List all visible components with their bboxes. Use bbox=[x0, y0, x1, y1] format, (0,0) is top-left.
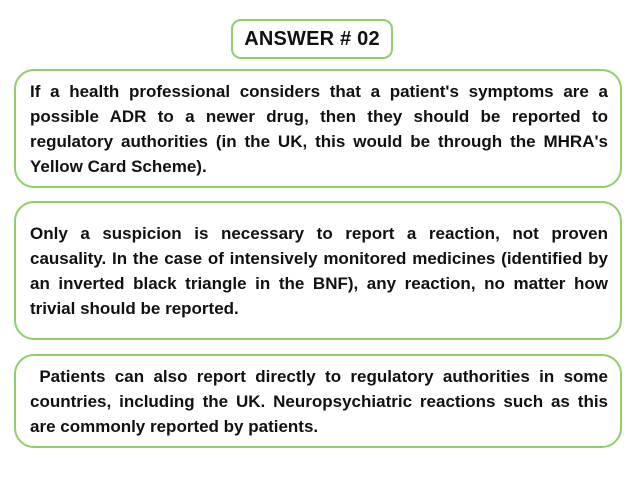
answer-paragraph-2: Only a suspicion is necessary to report a reaction, not proven causality. In the case of intensively monitored medicines (identified by an inverted black triangle in the BNF), any reaction, no matter how trivial should be reported. bbox=[30, 223, 608, 318]
answer-title: ANSWER # 02 bbox=[244, 27, 380, 50]
answer-card-2 bbox=[14, 201, 622, 340]
answer-title-box bbox=[231, 19, 393, 59]
answer-card-1 bbox=[14, 69, 622, 188]
answer-card-3 bbox=[14, 354, 622, 448]
answer-paragraph-1: If a health professional considers that a patient's symptoms are a possible ADR to a newer drug, then they should be reported to regulatory authorities (in the UK, this would be through the MHRA's Yellow Card Scheme). bbox=[30, 81, 608, 176]
answer-paragraph-3: Patients can also report directly to regulatory authorities in some countries, including the UK. Neuropsychiatric reactions such as this are commonly reported by patients. bbox=[30, 366, 613, 436]
